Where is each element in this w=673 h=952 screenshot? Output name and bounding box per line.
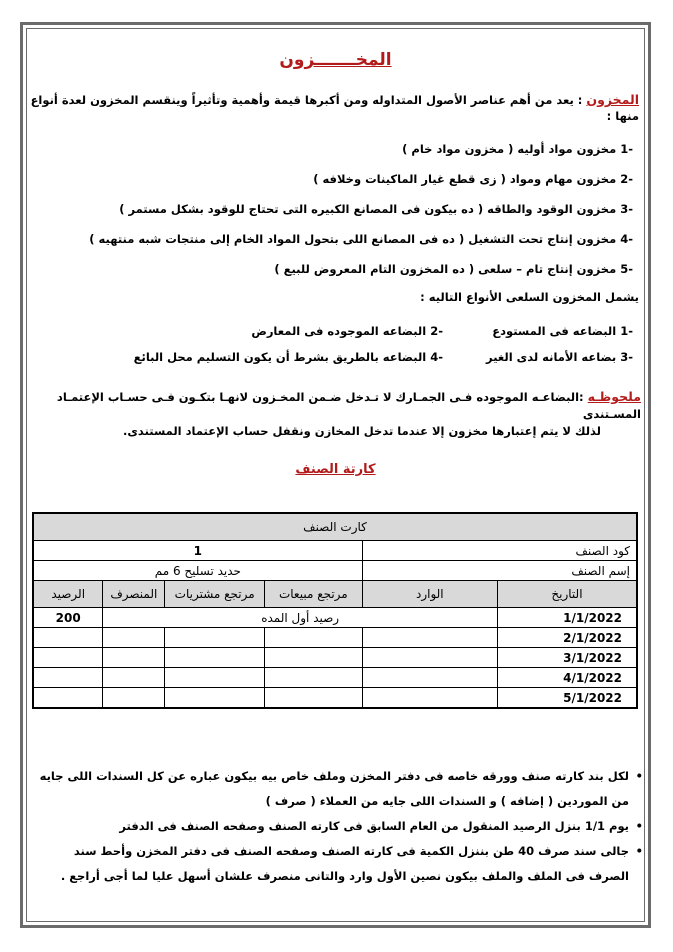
column-header: الرصيد xyxy=(33,581,103,608)
column-header: الوارد xyxy=(362,581,497,608)
table-row xyxy=(33,668,637,688)
list-item: -3 مخزون الوقود والطاقه ( ده بيكون فى المصانع الكبيره التى تحتاج للوقود بشكل مستمر ) xyxy=(119,202,633,216)
list-item: -5 مخزون إنتاج تام – سلعى ( ده المخزون التام المعروض للبيع ) xyxy=(274,262,633,276)
goods-row xyxy=(28,344,633,370)
table-row xyxy=(33,628,637,648)
card-section-title: كارتة الصنف xyxy=(295,462,376,477)
goods-item: -1 البضاعه فى المستودع xyxy=(492,324,633,338)
list-item: -4 مخزون إنتاج تحت التشغيل ( ده فى المصانع اللى بتحول المواد الخام إلى منتجات شبه منتهيه ) xyxy=(89,232,633,246)
date-cell: 4/1/2022 xyxy=(497,668,637,688)
name-label: إسم الصنف xyxy=(362,561,637,581)
goods-item: -2 البضاعه الموجوده فى المعارض xyxy=(251,324,443,338)
balance-cell: 200 xyxy=(33,608,103,628)
card-header: كارت الصنف xyxy=(33,513,637,541)
page-title: المخـــــــزون xyxy=(279,50,392,70)
bullet-item: • جالى سند صرف 40 طن بننزل الكمية فى كارته الصنف وصفحه الصنف فى دفتر المخزن وأحط سند الصرف فى الملف والملف بيكون نصين الأول وارد والتانى منصرف علشان أسهل عليا لما أجى أراجع . xyxy=(38,839,643,889)
date-cell: 1/1/2022 xyxy=(497,608,637,628)
includes-text: يشمل المخزون السلعى الأنواع التاليه : xyxy=(420,290,639,304)
notes-bullet-list xyxy=(38,764,643,889)
column-header: المنصرف xyxy=(103,581,165,608)
column-header: مرتجع مشتريات xyxy=(165,581,265,608)
intro-term: المخزون xyxy=(586,92,639,107)
code-label: كود الصنف xyxy=(362,541,637,561)
opening-label: رصيد أول المده xyxy=(103,608,498,628)
inventory-types-list xyxy=(28,134,643,284)
column-header: التاريخ xyxy=(497,581,637,608)
table-row xyxy=(33,648,637,668)
goods-item: -3 بضاعه الأمانه لدى الغير xyxy=(486,350,633,364)
goods-item: -4 البضاعه بالطريق بشرط أن يكون التسليم محل البائع xyxy=(133,350,443,364)
note-line-1: :البضاعـه الموجوده فـى الجمـارك لا تـدخل ضـمن المخـزون لانهـا بتكـون فـى حسـاب الإعتمـاد المسـتندى xyxy=(56,390,641,421)
table-row xyxy=(33,688,637,709)
goods-types-grid xyxy=(28,318,643,370)
bullet-item: • يوم 1/1 بنزل الرصيد المنقول من العام السابق فى كارته الصنف وصفحه الصنف فى الدفتر xyxy=(38,814,643,839)
list-item: -1 مخزون مواد أوليه ( مخزون مواد خام ) xyxy=(402,142,633,156)
item-card-table xyxy=(32,512,638,709)
code-value: 1 xyxy=(33,541,362,561)
column-headers xyxy=(33,581,637,608)
goods-row xyxy=(28,318,633,344)
column-header: مرتجع مبيعات xyxy=(265,581,363,608)
name-value: حديد تسليح 6 مم xyxy=(33,561,362,581)
date-cell: 3/1/2022 xyxy=(497,648,637,668)
date-cell: 5/1/2022 xyxy=(497,688,637,709)
bullet-item: • لكل بند كارته صنف وورقه خاصه فى دفتر المخزن وملف خاص بيه بيكون عباره عن كل السندات اللى جايه من الموردين ( إضافه ) و السندات اللى جايه من العملاء ( صرف ) xyxy=(38,764,643,814)
intro-paragraph xyxy=(28,92,643,124)
document-page xyxy=(28,34,643,920)
note-line-2: لذلك لا يتم إعتبارها مخزون إلا عندما تدخل المخازن ونقفل حساب الإعتماد المستندى. xyxy=(123,424,601,438)
intro-text: : يعد من أهم عناصر الأصول المتداوله ومن أكبرها قيمة وأهمية وتأثيراً وينقسم المخزون لعدة أنواع منها : xyxy=(30,93,639,123)
list-item: -2 مخزون مهام ومواد ( زى قطع غيار الماكينات وخلافه ) xyxy=(313,172,633,186)
note-paragraph xyxy=(28,388,643,440)
note-label: ملحوظـه xyxy=(587,389,641,404)
table-row xyxy=(33,608,637,628)
date-cell: 2/1/2022 xyxy=(497,628,637,648)
